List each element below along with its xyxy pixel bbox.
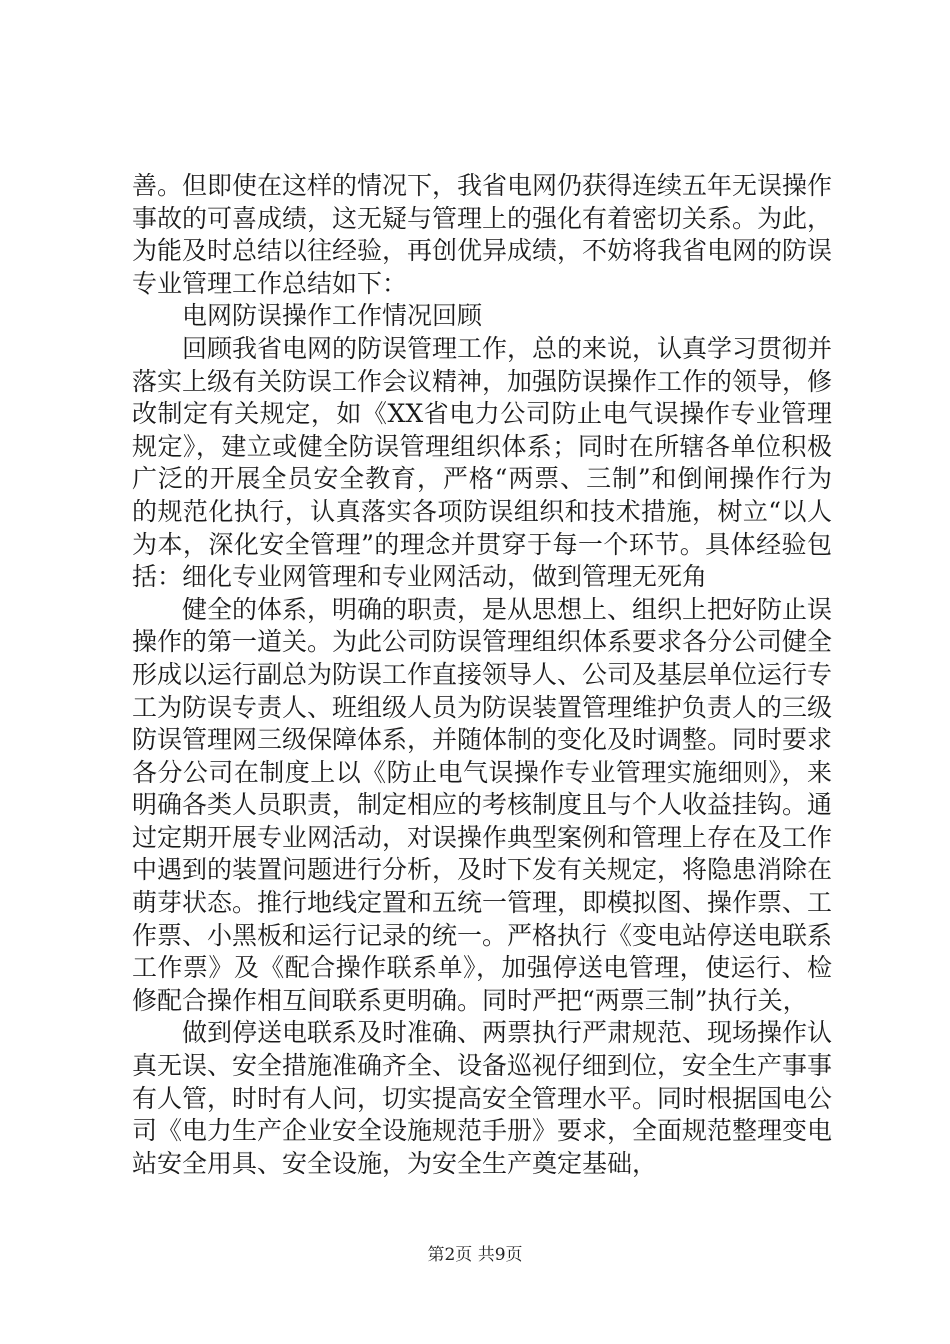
section-heading: 电网防误操作工作情况回顾 xyxy=(182,301,483,331)
paragraph-implementation: 做到停送电联系及时准确、两票执行严肃规范、现场操作认真无误、安全措施准确齐全、设备巡视仔细到位，安全生产事事有人管，时时有人问，切实提高安全管理水平。同时根据国电公司《电力生产企业安全设施规范手册》要求，全面规范整理变电站安全用具、安全设施，为安全生产奠定基础， xyxy=(132,1018,833,1178)
paragraph-review: 回顾我省电网的防误管理工作，总的来说，认真学习贯彻并落实上级有关防误工作会议精神，加强防误操作工作的领导，修改制定有关规定，如《XX省电力公司防止电气误操作专业管理规定》，建立或健全防误管理组织体系；同时在所辖各单位积极广泛的开展全员安全教育，严格“两票、三制”和倒闸操作行为的规范化执行，认真落实各项防误组织和技术措施，树立“以人为本，深化安全管理”的理念并贯穿于每一个环节。具体经验包括：细化专业网管理和专业网活动，做到管理无死角 xyxy=(132,333,833,592)
paragraph-system: 健全的体系，明确的职责，是从思想上、组织上把好防止误操作的第一道关。为此公司防误管理组织体系要求各分公司健全形成以运行副总为防误工作直接领导人、公司及基层单位运行专工为防误专责人、班组级人员为防误装置管理维护负责人的三级防误管理网三级保障体系，并随体制的变化及时调整。同时要求各分公司在制度上以《防止电气误操作专业管理实施细则》，来明确各类人员职责，制定相应的考核制度且与个人收益挂钩。通过定期开展专业网活动，对误操作典型案例和管理上存在及工作中遇到的装置问题进行分析，及时下发有关规定，将隐患消除在萌芽状态。推行地线定置和五统一管理，即模拟图、操作票、工作票、小黑板和运行记录的统一。严格执行《变电站停送电联系工作票》及《配合操作联系单》，加强停送电管理，使运行、检修配合操作相互间联系更明确。同时严把“两票三制”执行关， xyxy=(132,594,833,1015)
paragraph-intro: 善。但即使在这样的情况下，我省电网仍获得连续五年无误操作事故的可喜成绩，这无疑与管理上的强化有着密切关系。为此，为能及时总结以往经验，再创优异成绩，不妨将我省电网的防误专业管理工作总结如下： xyxy=(132,171,833,298)
document-body xyxy=(132,170,832,1180)
page-number-footer: 第2页 共9页 xyxy=(427,1245,523,1265)
